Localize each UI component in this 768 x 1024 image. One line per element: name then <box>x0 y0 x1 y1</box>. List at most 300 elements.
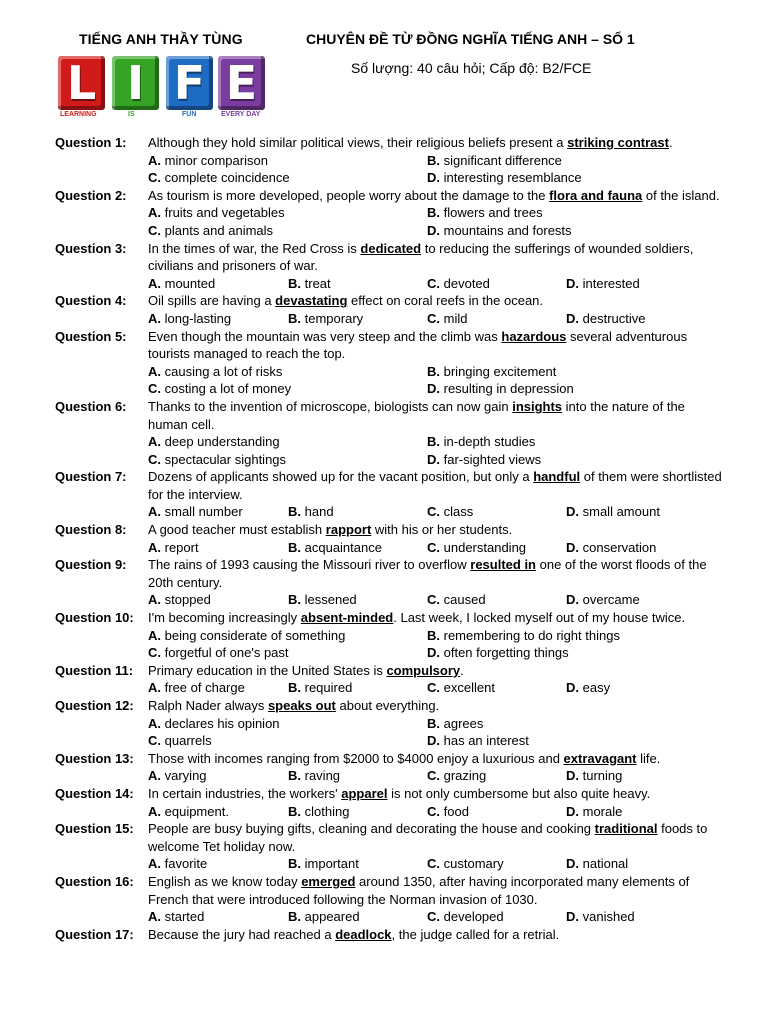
option-text: lessened <box>304 592 357 608</box>
option-text: long-lasting <box>164 310 232 326</box>
highlighted-keyword: insights <box>512 398 563 414</box>
answer-option <box>566 803 622 821</box>
option-text: causing a lot of risks <box>164 363 283 379</box>
answer-option <box>427 169 582 187</box>
highlighted-keyword: compulsory <box>386 662 461 678</box>
question-label: Question 3: <box>55 240 127 256</box>
question-stem <box>148 187 723 205</box>
page-header <box>0 0 768 130</box>
options-row <box>0 715 768 733</box>
options-row <box>0 380 768 398</box>
option-text: report <box>164 539 199 555</box>
question-label: Question 8: <box>55 522 127 538</box>
answer-option <box>566 855 628 873</box>
option-text: minor comparison <box>164 152 268 168</box>
answer-option <box>148 152 268 170</box>
question-stem <box>148 240 723 275</box>
question-stem <box>148 134 723 152</box>
stem-text-before: Thanks to the invention of microscope, biologists can now gain <box>148 398 513 414</box>
answer-option <box>427 380 574 398</box>
option-text: has an interest <box>443 733 529 749</box>
highlighted-keyword: speaks out <box>267 698 336 713</box>
option-text: vanished <box>582 909 635 925</box>
option-text: flowers and trees <box>443 205 543 221</box>
option-letter: A. <box>148 205 161 221</box>
option-text: remembering to do right things <box>443 627 620 643</box>
life-logo <box>58 56 263 122</box>
document-meta: Số lượng: 40 câu hỏi; Cấp độ: B2/FCE <box>351 60 592 76</box>
answer-option <box>288 310 363 328</box>
option-letter: D. <box>566 275 579 291</box>
logo-caption-every-day: EVERY DAY <box>221 111 261 118</box>
question-item <box>0 750 768 785</box>
option-letter: A. <box>148 539 161 555</box>
answer-option <box>148 855 207 873</box>
option-text: treat <box>304 275 331 291</box>
option-text: started <box>164 909 205 925</box>
option-letter: B. <box>288 592 301 608</box>
option-text: morale <box>582 803 623 819</box>
option-letter: D. <box>427 645 440 661</box>
option-letter: C. <box>427 909 440 925</box>
question-item <box>0 240 768 293</box>
answer-option <box>566 310 646 328</box>
stem-text-before: Ralph Nader always <box>148 698 268 713</box>
answer-option <box>148 679 245 697</box>
stem-text-after: , the judge called for a retrial. <box>391 926 560 942</box>
option-letter: A. <box>148 803 161 819</box>
answer-option <box>427 679 495 697</box>
question-item <box>0 328 768 398</box>
option-text: resulting in depression <box>443 381 574 397</box>
option-text: devoted <box>443 275 490 291</box>
option-text: bringing excitement <box>443 363 557 379</box>
stem-text-after: . <box>668 135 673 150</box>
answer-option <box>288 855 359 873</box>
question-label: Question 12: <box>55 698 134 713</box>
option-letter: D. <box>566 539 579 555</box>
question-label: Question 10: <box>55 610 134 626</box>
option-letter: A. <box>148 504 161 520</box>
options-row <box>0 767 768 785</box>
question-label: Question 11: <box>55 662 134 678</box>
answer-option <box>566 908 635 926</box>
option-text: developed <box>443 909 504 925</box>
option-text: turning <box>582 768 623 784</box>
question-stem <box>148 750 723 768</box>
option-text: complete coincidence <box>164 170 290 186</box>
option-letter: C. <box>148 222 161 238</box>
stem-text-after: of the island. <box>642 187 720 203</box>
answer-option <box>148 908 204 926</box>
highlighted-keyword: flora and fauna <box>549 187 643 203</box>
option-letter: A. <box>148 363 161 379</box>
option-letter: B. <box>427 152 440 168</box>
option-letter: D. <box>566 680 579 696</box>
option-text: fruits and vegetables <box>164 205 285 221</box>
option-text: forgetful of one's past <box>164 645 289 661</box>
options-row <box>0 644 768 662</box>
option-letter: A. <box>148 680 161 696</box>
answer-option <box>148 169 290 187</box>
option-letter: D. <box>566 803 579 819</box>
stem-text-before: Although they hold similar political views, their religious beliefs present a <box>148 135 568 150</box>
option-letter: A. <box>148 715 161 731</box>
stem-text-before: A good teacher must establish <box>148 522 326 538</box>
option-text: required <box>304 680 353 696</box>
option-letter: D. <box>566 909 579 925</box>
option-letter: A. <box>148 768 161 784</box>
question-label: Question 1: <box>55 135 127 150</box>
option-letter: B. <box>288 504 301 520</box>
option-text: costing a lot of money <box>164 381 292 397</box>
answer-option <box>288 275 331 293</box>
option-letter: C. <box>148 733 161 749</box>
answer-option <box>427 732 529 750</box>
answer-option <box>148 310 231 328</box>
answer-option <box>427 855 504 873</box>
options-row <box>0 204 768 222</box>
question-item <box>0 820 768 873</box>
options-row <box>0 539 768 557</box>
question-label: Question 9: <box>55 557 127 573</box>
option-letter: A. <box>148 275 161 291</box>
options-row <box>0 363 768 381</box>
option-letter: D. <box>427 451 440 467</box>
question-stem <box>148 556 723 591</box>
question-stem <box>148 328 723 363</box>
stem-text-before: Those with incomes ranging from $2000 to $4000 enjoy a luxurious and <box>148 750 564 766</box>
option-text: conservation <box>582 539 657 555</box>
question-list <box>0 134 768 943</box>
answer-option <box>566 539 656 557</box>
option-letter: C. <box>427 856 440 872</box>
stem-text-after: into the nature of the human cell. <box>148 398 685 432</box>
option-letter: A. <box>148 627 161 643</box>
highlighted-keyword: dedicated <box>360 240 422 256</box>
question-item <box>0 292 768 327</box>
question-label: Question 7: <box>55 469 127 485</box>
option-letter: B. <box>427 434 440 450</box>
options-row <box>0 855 768 873</box>
option-text: understanding <box>443 539 527 555</box>
option-text: small amount <box>582 504 660 520</box>
option-letter: B. <box>288 768 301 784</box>
option-letter: C. <box>148 645 161 661</box>
question-item <box>0 521 768 556</box>
logo-letter-l: L <box>58 56 105 110</box>
option-text: grazing <box>443 768 487 784</box>
option-text: food <box>443 803 469 819</box>
option-text: interested <box>582 275 640 291</box>
option-text: agrees <box>443 715 484 731</box>
option-letter: D. <box>566 310 579 326</box>
question-item <box>0 187 768 240</box>
answer-option <box>148 363 282 381</box>
stem-text-after: around 1350, after having incorporated many elements of French that were introduced following the Norman invasion of 1030. <box>148 873 690 907</box>
question-stem <box>148 662 723 680</box>
answer-option <box>566 679 610 697</box>
question-item <box>0 697 768 750</box>
question-item <box>0 609 768 662</box>
answer-option <box>427 275 490 293</box>
stem-text-after: one of the worst floods of the 20th century. <box>148 557 707 590</box>
answer-option <box>427 644 569 662</box>
logo-caption-learning: LEARNING <box>60 111 97 118</box>
option-letter: A. <box>148 434 161 450</box>
answer-option <box>288 503 334 521</box>
options-row <box>0 451 768 469</box>
option-letter: D. <box>427 222 440 238</box>
stem-text-after: effect on coral reefs in the ocean. <box>347 293 544 309</box>
school-name: TIẾNG ANH THẦY TÙNG <box>79 31 243 47</box>
option-letter: B. <box>288 856 301 872</box>
option-letter: A. <box>148 592 161 608</box>
logo-letter-e: E <box>218 56 265 110</box>
option-letter: B. <box>288 909 301 925</box>
option-letter: D. <box>566 856 579 872</box>
question-stem <box>148 820 723 855</box>
option-letter: D. <box>427 733 440 749</box>
stem-text-before: English as we know today <box>148 873 302 889</box>
option-letter: A. <box>148 909 161 925</box>
question-stem <box>148 468 723 503</box>
question-label: Question 17: <box>55 926 134 942</box>
answer-option <box>288 767 340 785</box>
option-text: mounted <box>164 275 216 291</box>
answer-option <box>148 644 289 662</box>
answer-option <box>427 222 572 240</box>
answer-option <box>148 803 229 821</box>
option-text: mountains and forests <box>443 222 572 238</box>
stem-text-after: of them were shortlisted for the interview. <box>148 469 722 502</box>
option-letter: C. <box>427 592 440 608</box>
highlighted-keyword: emerged <box>301 873 356 889</box>
question-stem <box>148 609 723 627</box>
option-text: clothing <box>304 803 350 819</box>
answer-option <box>566 275 640 293</box>
option-letter: D. <box>566 768 579 784</box>
answer-option <box>427 503 473 521</box>
highlighted-keyword: hazardous <box>501 328 567 344</box>
stem-text-before: Because the jury had reached a <box>148 926 336 942</box>
highlighted-keyword: striking contrast <box>567 135 669 150</box>
option-letter: C. <box>427 680 440 696</box>
stem-text-before: Oil spills are having a <box>148 293 276 309</box>
option-text: significant difference <box>443 152 562 168</box>
option-text: raving <box>304 768 341 784</box>
options-row <box>0 222 768 240</box>
option-text: acquaintance <box>304 539 382 555</box>
stem-text-after: about everything. <box>335 698 440 713</box>
stem-text-before: As tourism is more developed, people worry about the damage to the <box>148 187 550 203</box>
question-item <box>0 134 768 187</box>
answer-option <box>148 715 280 733</box>
question-stem <box>148 697 723 715</box>
answer-option <box>148 591 211 609</box>
option-letter: C. <box>148 451 161 467</box>
option-text: quarrels <box>164 733 212 749</box>
answer-option <box>427 152 562 170</box>
option-letter: B. <box>288 803 301 819</box>
stem-text-after: . Last week, I locked myself out of my house twice. <box>393 610 686 626</box>
option-letter: C. <box>148 381 161 397</box>
option-text: hand <box>304 504 334 520</box>
question-item <box>0 556 768 609</box>
options-row <box>0 152 768 170</box>
question-item <box>0 785 768 820</box>
logo-letter-i: I <box>112 56 159 110</box>
option-letter: C. <box>427 504 440 520</box>
question-stem <box>148 292 723 310</box>
option-text: interesting resemblance <box>443 170 582 186</box>
option-text: equipment. <box>164 803 229 819</box>
highlighted-keyword: handful <box>533 469 581 485</box>
stem-text-after: is not only cumbersome but also quite heavy. <box>387 785 651 801</box>
option-text: in-depth studies <box>443 434 536 450</box>
option-text: declares his opinion <box>164 715 280 731</box>
option-text: varying <box>164 768 207 784</box>
answer-option <box>288 679 352 697</box>
stem-text-before: People are busy buying gifts, cleaning and decorating the house and cooking <box>148 821 595 837</box>
option-letter: B. <box>288 275 301 291</box>
answer-option <box>427 363 556 381</box>
option-letter: A. <box>148 310 161 326</box>
option-letter: A. <box>148 152 161 168</box>
option-text: often forgetting things <box>443 645 569 661</box>
stem-text-before: In certain industries, the workers' <box>148 785 342 801</box>
answer-option <box>288 591 357 609</box>
options-row <box>0 433 768 451</box>
option-letter: D. <box>566 504 579 520</box>
answer-option <box>148 732 212 750</box>
option-letter: D. <box>566 592 579 608</box>
question-label: Question 5: <box>55 328 127 344</box>
option-text: destructive <box>582 310 646 326</box>
question-label: Question 15: <box>55 821 134 837</box>
answer-option <box>148 503 243 521</box>
answer-option <box>148 539 199 557</box>
answer-option <box>148 627 345 645</box>
options-row <box>0 591 768 609</box>
answer-option <box>427 803 469 821</box>
highlighted-keyword: extravagant <box>563 750 637 766</box>
stem-text-after: life. <box>636 750 661 766</box>
question-stem <box>148 398 723 433</box>
answer-option <box>427 204 543 222</box>
option-text: being considerate of something <box>164 627 346 643</box>
options-row <box>0 803 768 821</box>
options-row <box>0 169 768 187</box>
option-letter: B. <box>427 205 440 221</box>
highlighted-keyword: deadlock <box>335 926 392 942</box>
option-text: stopped <box>164 592 211 608</box>
option-text: free of charge <box>164 680 245 696</box>
option-text: caused <box>443 592 486 608</box>
highlighted-keyword: traditional <box>594 821 658 837</box>
options-row <box>0 310 768 328</box>
options-row <box>0 503 768 521</box>
question-stem <box>148 873 723 908</box>
answer-option <box>427 451 541 469</box>
question-label: Question 16: <box>55 873 134 889</box>
question-label: Question 13: <box>55 750 134 766</box>
question-item <box>0 926 768 944</box>
answer-option <box>148 767 207 785</box>
option-text: mild <box>443 310 468 326</box>
answer-option <box>427 627 620 645</box>
option-text: small number <box>164 504 243 520</box>
stem-text-after: with his or her students. <box>371 522 513 538</box>
question-label: Question 2: <box>55 187 127 203</box>
option-letter: D. <box>427 170 440 186</box>
options-row <box>0 908 768 926</box>
answer-option <box>566 503 660 521</box>
option-letter: B. <box>288 539 301 555</box>
option-text: overcame <box>582 592 640 608</box>
option-text: national <box>582 856 629 872</box>
option-letter: B. <box>427 715 440 731</box>
option-letter: B. <box>288 680 301 696</box>
question-stem <box>148 521 723 539</box>
highlighted-keyword: rapport <box>325 522 372 538</box>
option-letter: D. <box>427 381 440 397</box>
option-text: far-sighted views <box>443 451 542 467</box>
stem-text-after: to reducing the sufferings of wounded soldiers, civilians and prisoners of war. <box>148 240 694 274</box>
option-letter: B. <box>288 310 301 326</box>
stem-text-after: several adventurous tourists managed to reach the top. <box>148 328 688 362</box>
stem-text-before: The rains of 1993 causing the Missouri river to overflow <box>148 557 471 573</box>
answer-option <box>427 310 467 328</box>
options-row <box>0 732 768 750</box>
answer-option <box>427 715 483 733</box>
answer-option <box>148 222 273 240</box>
logo-letter-f: F <box>166 56 213 110</box>
stem-text-before: In the times of war, the Red Cross is <box>148 240 361 256</box>
answer-option <box>566 591 640 609</box>
question-item <box>0 468 768 521</box>
question-item <box>0 873 768 926</box>
options-row <box>0 679 768 697</box>
logo-caption-fun: FUN <box>182 111 197 118</box>
answer-option <box>288 803 349 821</box>
option-text: customary <box>443 856 504 872</box>
answer-option <box>427 908 504 926</box>
stem-text-before: Even though the mountain was very steep and the climb was <box>148 328 502 344</box>
option-text: favorite <box>164 856 208 872</box>
question-label: Question 4: <box>55 293 127 309</box>
answer-option <box>566 767 622 785</box>
option-text: plants and animals <box>164 222 274 238</box>
option-text: spectacular sightings <box>164 451 287 467</box>
option-text: temporary <box>304 310 364 326</box>
document-topic: CHUYÊN ĐỀ TỪ ĐỒNG NGHĨA TIẾNG ANH – SỐ 1 <box>306 31 635 47</box>
options-row <box>0 627 768 645</box>
answer-option <box>148 275 215 293</box>
option-letter: C. <box>427 768 440 784</box>
answer-option <box>148 451 286 469</box>
stem-text-before: I'm becoming increasingly <box>148 610 301 626</box>
answer-option <box>427 539 526 557</box>
question-stem <box>148 785 723 803</box>
option-letter: A. <box>148 856 161 872</box>
option-letter: C. <box>427 803 440 819</box>
option-letter: C. <box>427 310 440 326</box>
highlighted-keyword: apparel <box>341 785 388 801</box>
logo-caption-is: IS <box>128 111 135 118</box>
answer-option <box>148 380 291 398</box>
question-item <box>0 662 768 697</box>
